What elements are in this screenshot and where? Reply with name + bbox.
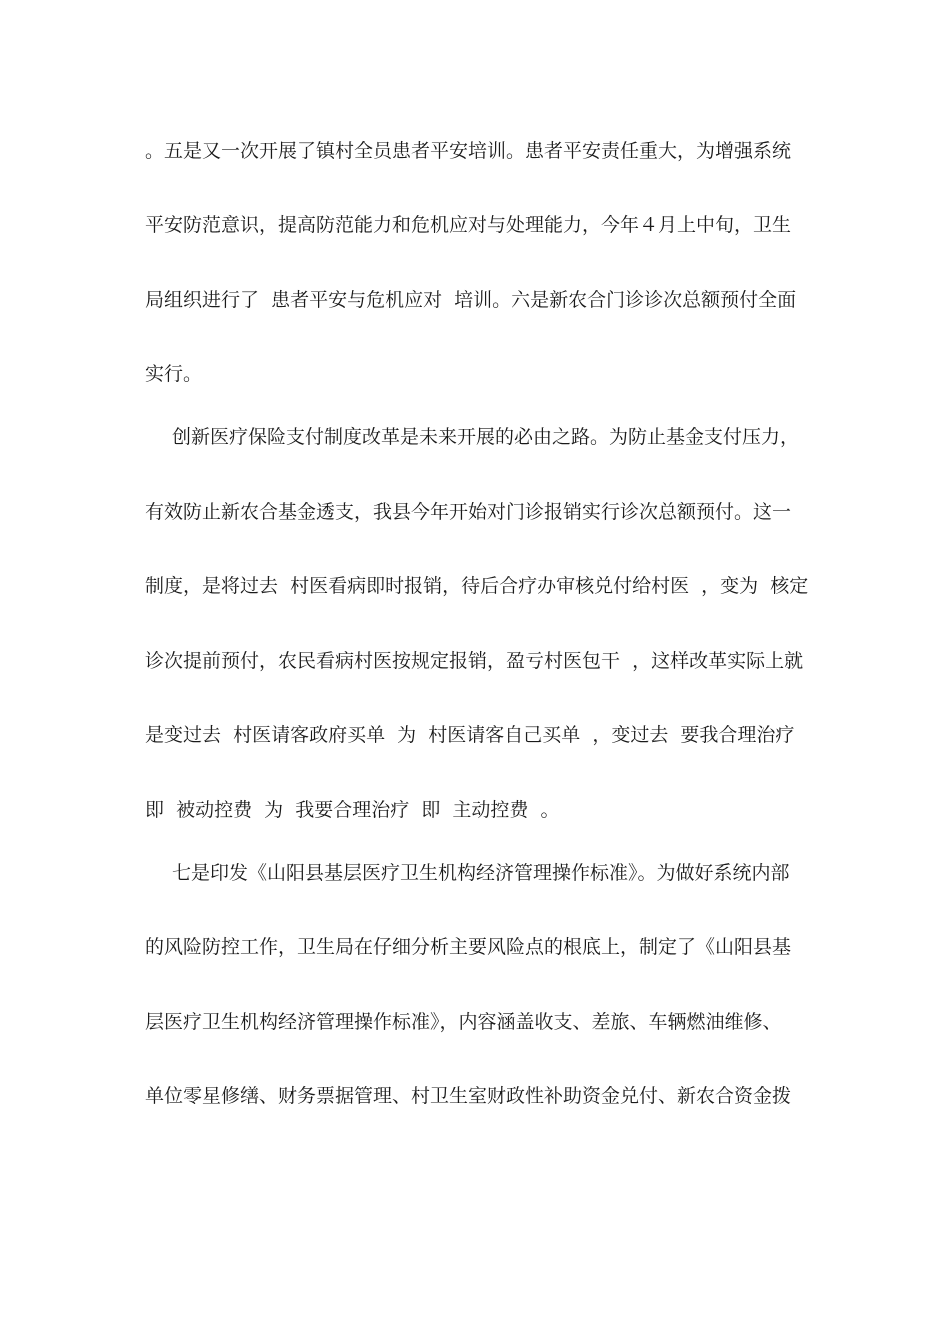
text-line: 是变过去 村医请客政府买单 为 村医请客自己买单 ，变过去 要我合理治疗 (145, 724, 795, 746)
text-line: 的风险防控工作，卫生局在仔细分析主要风险点的根底上，制定了《山阳县基 (145, 936, 792, 958)
text-line: 单位零星修缮、财务票据管理、村卫生室财政性补助资金兑付、新农合资金拨 (145, 1085, 792, 1107)
text-line: 有效防止新农合基金透支，我县今年开始对门诊报销实行诊次总额预付。这一 (145, 501, 792, 523)
text-line: 诊次提前预付，农民看病村医按规定报销，盈亏村医包干 ，这样改革实际上就 (145, 650, 804, 672)
text-line: 平安防范意识，提高防范能力和危机应对与处理能力，今年４月上中旬，卫生 (145, 214, 792, 236)
text-line: 制度，是将过去 村医看病即时报销，待后合疗办审核兑付给村医 ，变为 核定 (145, 575, 809, 597)
text-line: 即 被动控费 为 我要合理治疗 即 主动控费 。 (145, 799, 560, 821)
text-line: 七是印发《山阳县基层医疗卫生机构经济管理操作标准》。为做好系统内部 (172, 862, 790, 884)
text-line: 。五是又一次开展了镇村全员患者平安培训。患者平安责任重大，为增强系统 (145, 140, 792, 162)
text-line: 创新医疗保险支付制度改革是未来开展的必由之路。为防止基金支付压力， (172, 426, 800, 448)
text-line: 实行。 (145, 363, 203, 385)
text-line: 局组织进行了 患者平安与危机应对 培训。六是新农合门诊诊次总额预付全面 (145, 289, 797, 311)
text-line: 层医疗卫生机构经济管理操作标准》，内容涵盖收支、差旅、车辆燃油维修、 (145, 1011, 782, 1033)
